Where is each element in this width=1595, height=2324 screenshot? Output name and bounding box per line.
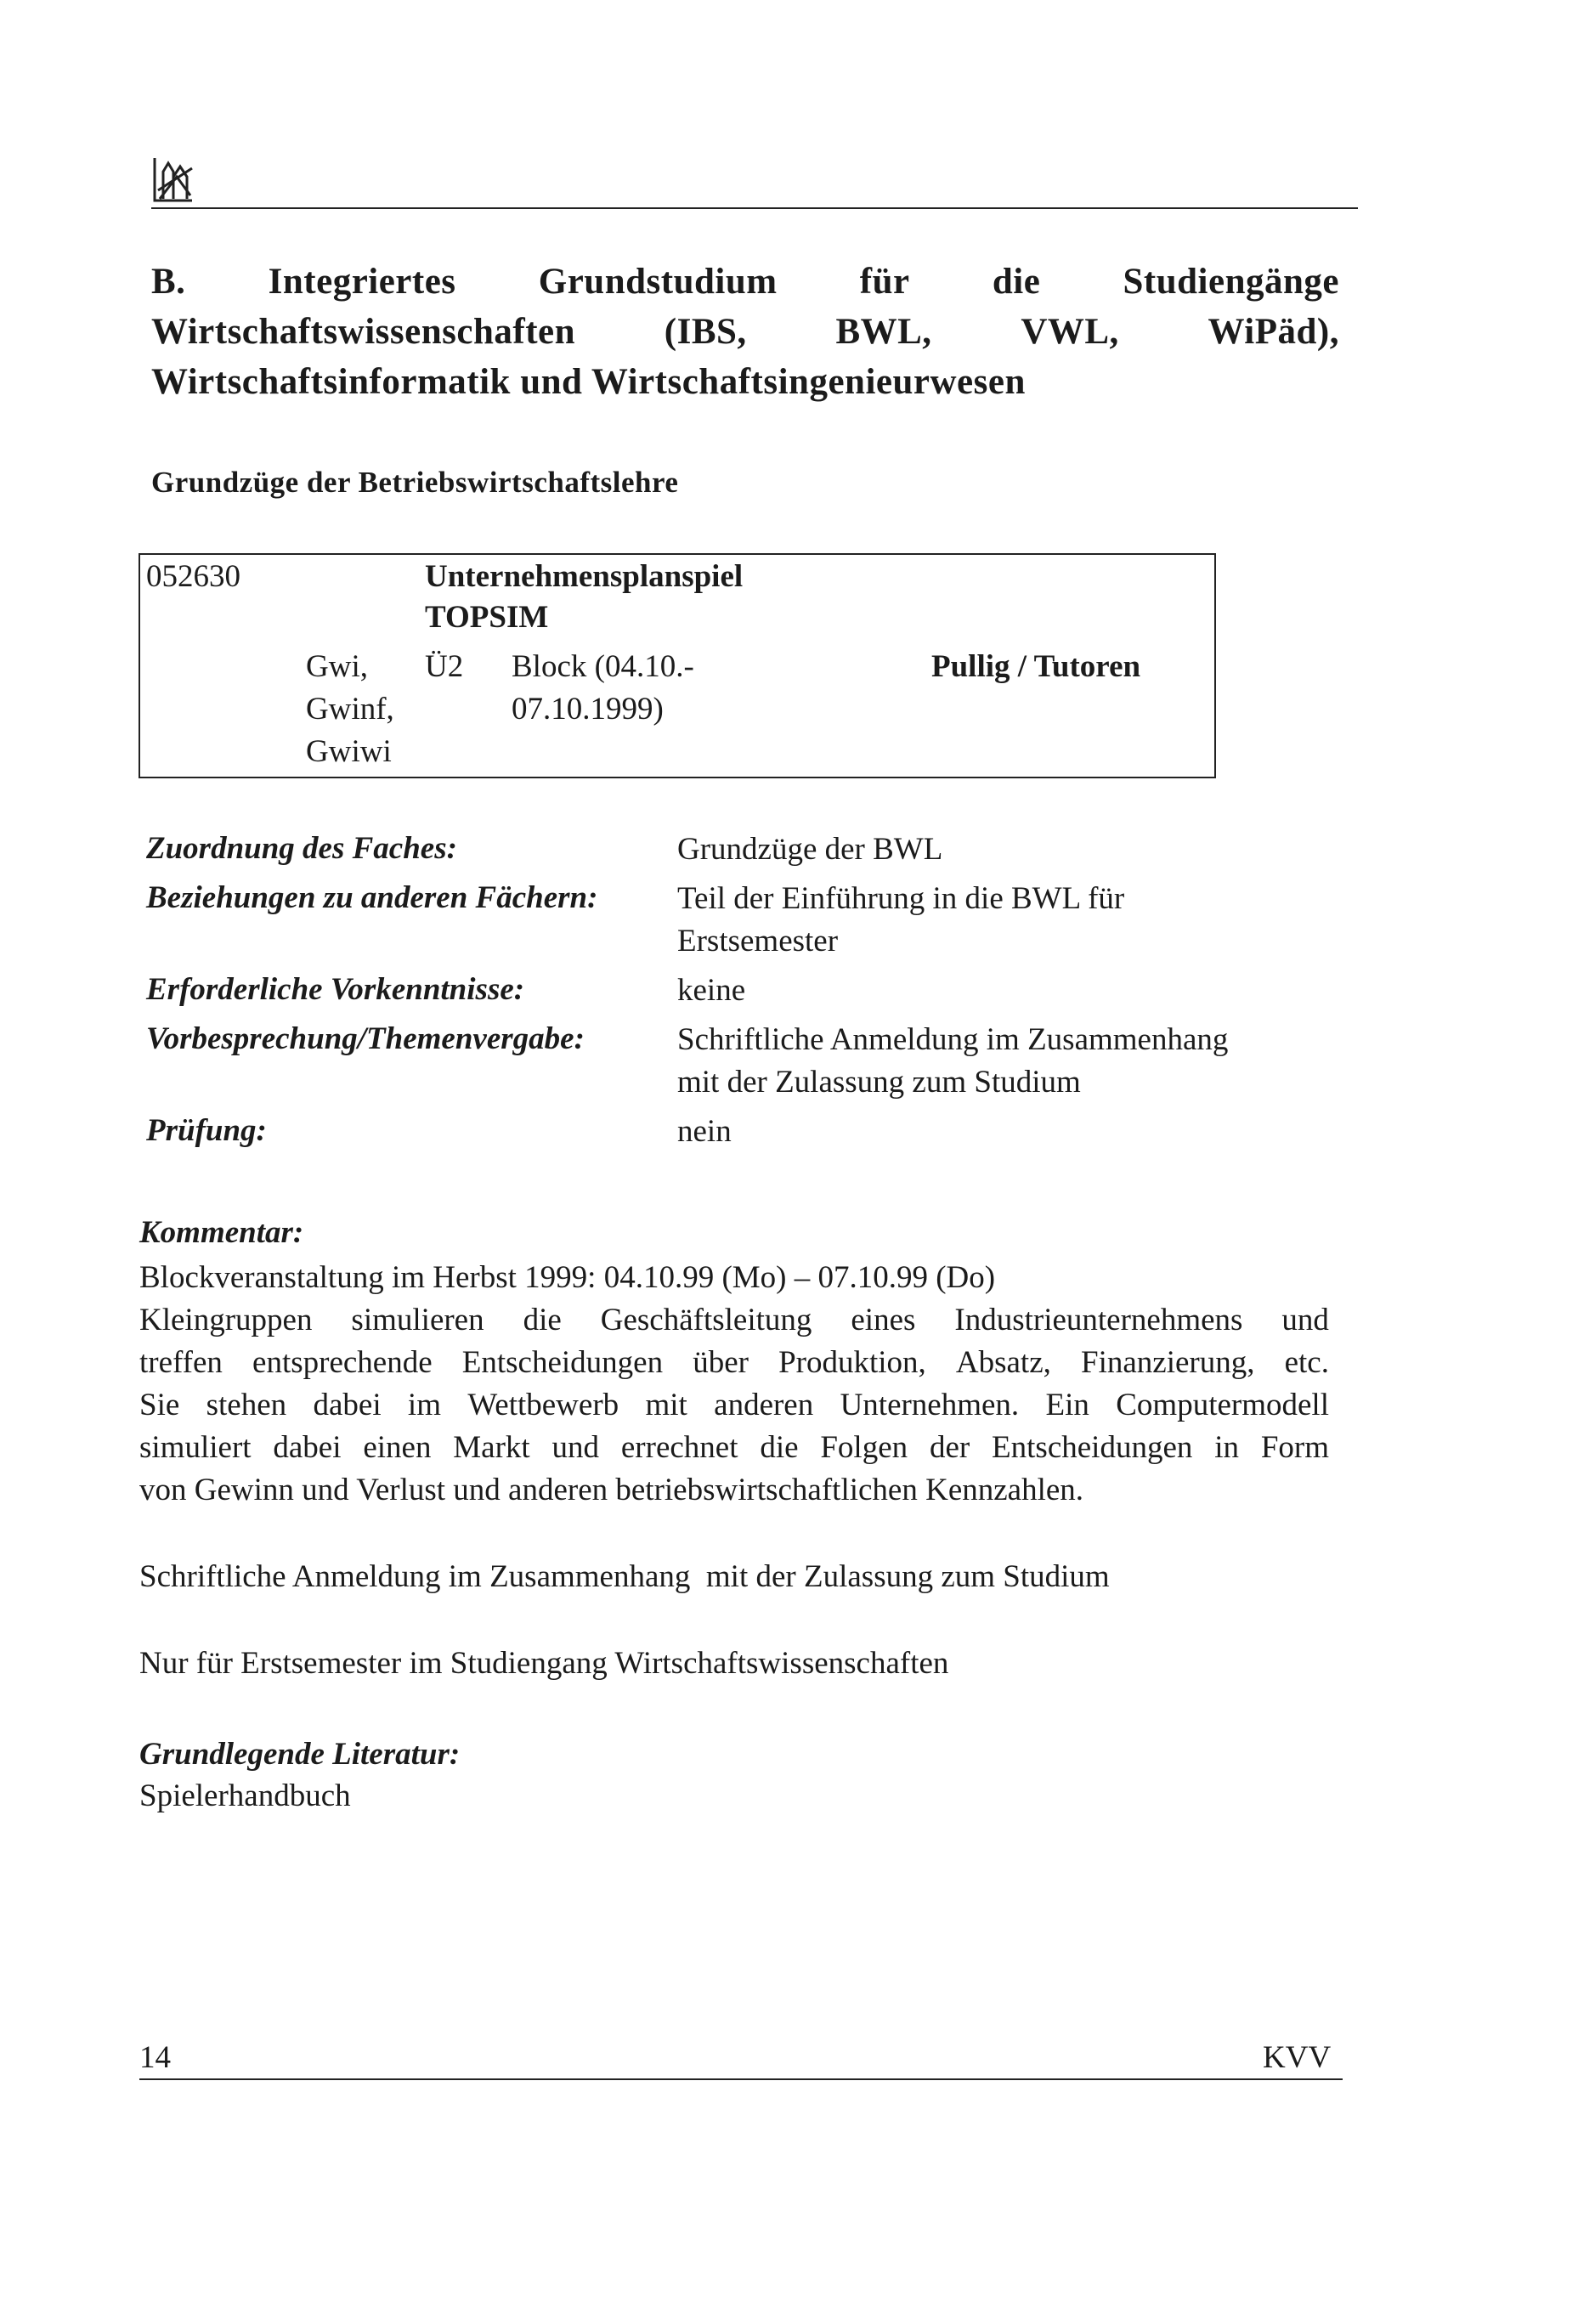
heading-line-1: B. Integriertes Grundstudium für die Studiengänge (151, 262, 1339, 302)
header-rule (151, 207, 1358, 209)
restriction-note: Nur für Erstsemester im Studiengang Wirtschaftswissenschaften (139, 1646, 949, 1681)
university-logo-icon (151, 151, 195, 204)
prereq-value: keine (677, 973, 746, 1008)
registration-note: Schriftliche Anmeldung im Zusammenhang mit der Zulassung zum Studium (139, 1559, 1110, 1594)
course-program: Gwiwi (306, 734, 392, 769)
course-title-line-2: TOPSIM (425, 600, 549, 635)
literature-value: Spielerhandbuch (139, 1778, 351, 1813)
footer-label: KVV (1263, 2040, 1332, 2075)
course-program: Gwinf, (306, 692, 394, 727)
comment-line: Kleingruppen simulieren die Geschäftsleitung eines Industrieunternehmens und (139, 1303, 1329, 1337)
comment-label: Kommentar: (139, 1215, 304, 1250)
comment-line: Blockveranstaltung im Herbst 1999: 04.10.99 (Mo) – 07.10.99 (Do) (139, 1260, 996, 1295)
exam-label: Prüfung: (146, 1113, 267, 1148)
course-programs (306, 646, 394, 773)
literature-label: Grundlegende Literatur: (139, 1737, 461, 1772)
comment-line: von Gewinn und Verlust und anderen betriebswirtschaftlichen Kennzahlen. (139, 1473, 1084, 1507)
exam-value: nein (677, 1114, 732, 1149)
course-title-line-1: Unternehmensplanspiel (425, 559, 744, 594)
course-program: Gwi, (306, 649, 368, 684)
course-lecturers: Pullig / Tutoren (931, 649, 1141, 684)
comment-line: Sie stehen dabei im Wettbewerb mit anderen Unternehmen. Ein Computermodell (139, 1388, 1329, 1422)
prelim-value: Schriftliche Anmeldung im Zusammenhang mit der Zulassung zum Studium (677, 1022, 1229, 1100)
heading-line-2: Wirtschaftswissenschaften (IBS, BWL, VWL, WiPäd), (151, 312, 1339, 352)
subheading: Grundzüge der Betriebswirtschaftslehre (151, 466, 679, 499)
footer-rule (139, 2078, 1343, 2080)
prereq-label: Erforderliche Vorkenntnisse: (146, 972, 525, 1007)
prelim-label: Vorbesprechung/Themenvergabe: (146, 1021, 585, 1056)
comment-text (139, 1257, 1329, 1512)
course-number: 052630 (146, 559, 240, 594)
relations-value: Teil der Einführung in die BWL für Erstsemester (677, 881, 1125, 958)
page-number: 14 (139, 2040, 171, 2075)
comment-line: simuliert dabei einen Markt und errechnet die Folgen der Entscheidungen in Form (139, 1430, 1329, 1465)
heading-line-3: Wirtschaftsinformatik und Wirtschaftsingenieurwesen (151, 362, 1026, 402)
section-heading (151, 257, 1339, 407)
assignment-label: Zuordnung des Faches: (146, 831, 457, 866)
course-schedule-line-1: Block (04.10.- (512, 649, 694, 684)
course-schedule-line-2: 07.10.1999) (512, 692, 664, 727)
course-schedule (512, 646, 694, 731)
assignment-value: Grundzüge der BWL (677, 832, 943, 867)
relations-label: Beziehungen zu anderen Fächern: (146, 880, 598, 915)
course-type: Ü2 (425, 649, 464, 684)
comment-line: treffen entsprechende Entscheidungen über Produktion, Absatz, Finanzierung, etc. (139, 1345, 1329, 1380)
